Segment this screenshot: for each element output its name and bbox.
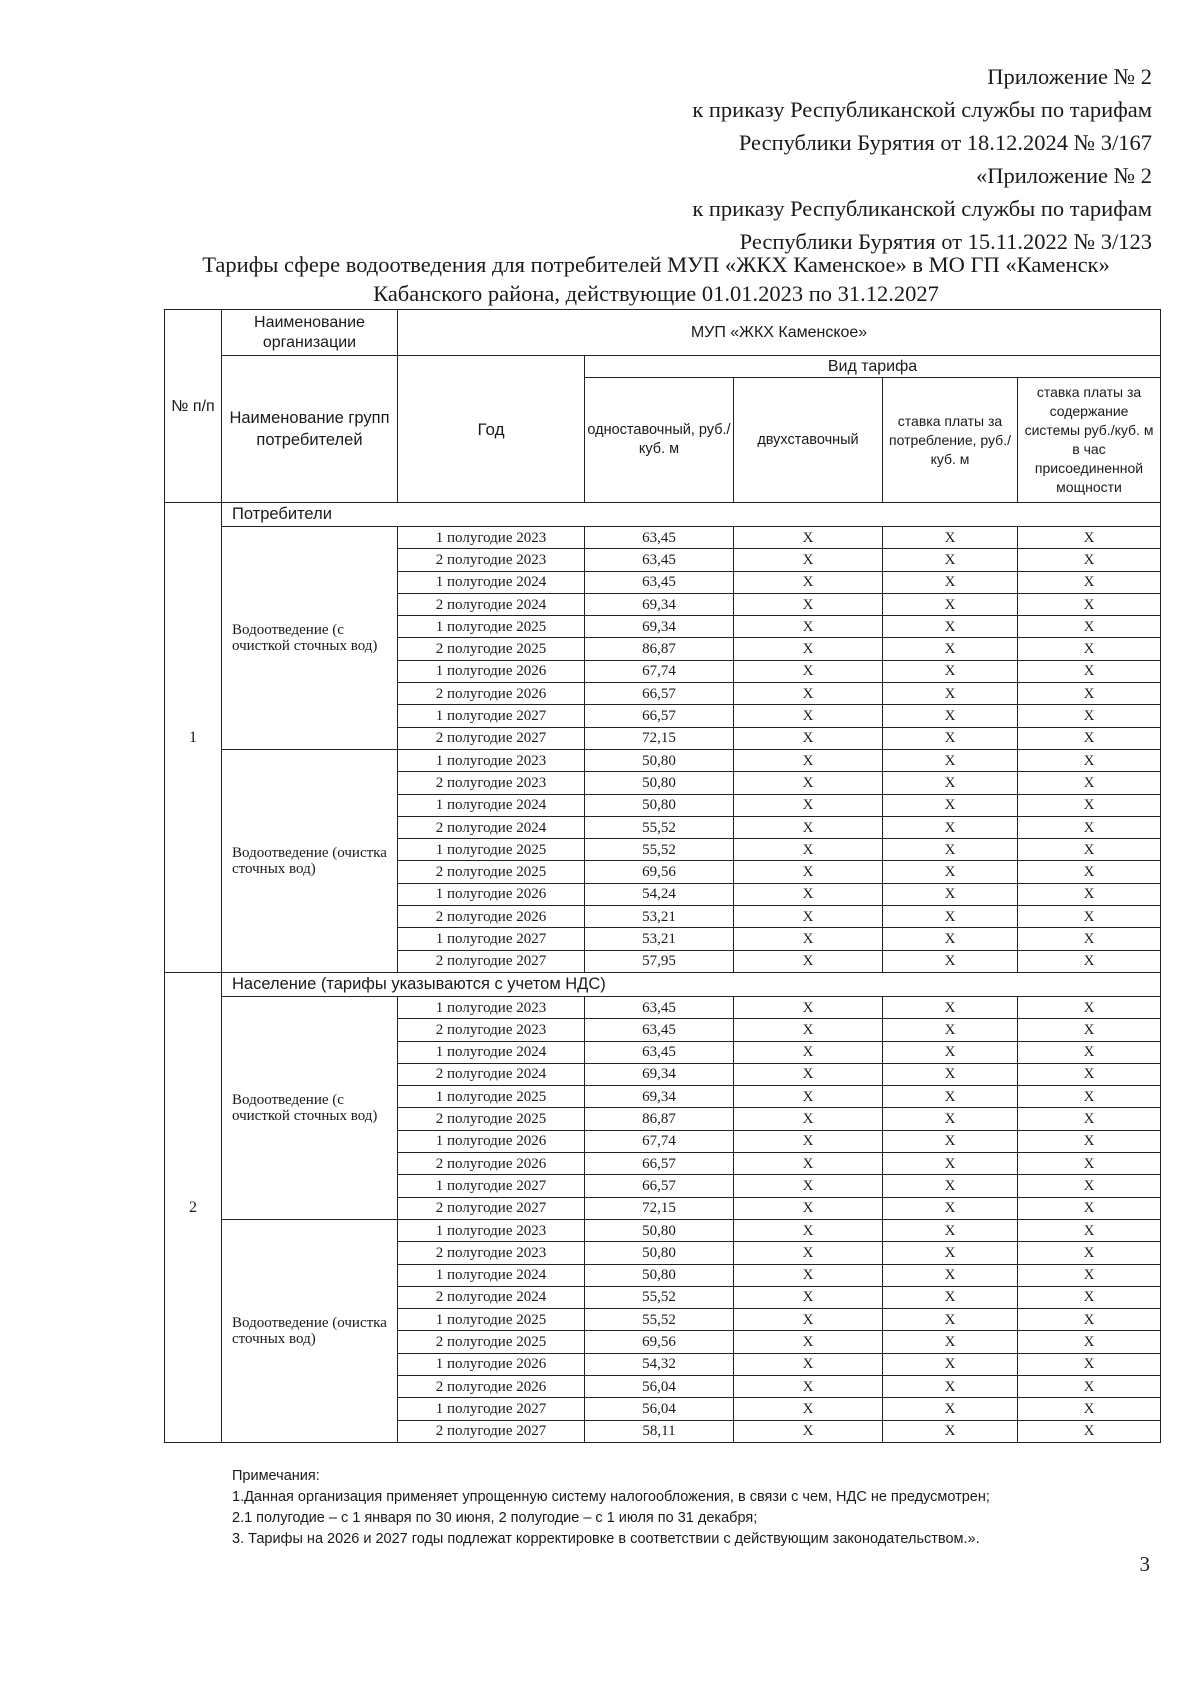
two-rate-cell: X	[734, 1420, 883, 1442]
period-cell: 2 полугодие 2023	[398, 1019, 585, 1041]
two-rate-cell: X	[734, 883, 883, 905]
two-rate-cell: X	[734, 772, 883, 794]
period-cell: 1 полугодие 2023	[398, 749, 585, 771]
single-rate-cell: 63,45	[585, 549, 734, 571]
maintenance-rate-cell: X	[1018, 794, 1161, 816]
maintenance-rate-cell: X	[1018, 906, 1161, 928]
header-line: к приказу Республиканской службы по тарифам	[692, 97, 1152, 122]
maintenance-rate-cell: X	[1018, 616, 1161, 638]
title-line: Кабанского района, действующие 01.01.2023 по 31.12.2027	[373, 281, 939, 306]
document-header	[692, 60, 1152, 258]
period-cell: 2 полугодие 2027	[398, 1420, 585, 1442]
period-cell: 1 полугодие 2024	[398, 794, 585, 816]
two-rate-cell: X	[734, 996, 883, 1018]
single-rate-cell: 55,52	[585, 1286, 734, 1308]
consumption-rate-cell: X	[883, 527, 1018, 549]
period-cell: 1 полугодие 2025	[398, 1086, 585, 1108]
maintenance-rate-cell: X	[1018, 549, 1161, 571]
single-rate-cell: 72,15	[585, 727, 734, 749]
header-maintenance-rate: ставка платы за содержание системы руб./куб. м в час присоединенной мощности	[1018, 378, 1161, 503]
period-cell: 2 полугодие 2026	[398, 683, 585, 705]
single-rate-cell: 66,57	[585, 683, 734, 705]
single-rate-cell: 53,21	[585, 906, 734, 928]
single-rate-cell: 86,87	[585, 638, 734, 660]
maintenance-rate-cell: X	[1018, 1019, 1161, 1041]
consumption-rate-cell: X	[883, 1175, 1018, 1197]
consumption-rate-cell: X	[883, 1108, 1018, 1130]
maintenance-rate-cell: X	[1018, 593, 1161, 615]
consumption-rate-cell: X	[883, 1420, 1018, 1442]
note-item: 2.1 полугодие – с 1 января по 30 июня, 2 полугодие – с 1 июля по 31 декабря;	[232, 1510, 758, 1526]
period-cell: 2 полугодие 2024	[398, 1286, 585, 1308]
two-rate-cell: X	[734, 527, 883, 549]
consumption-rate-cell: X	[883, 1264, 1018, 1286]
page-number: 3	[1139, 1552, 1150, 1576]
maintenance-rate-cell: X	[1018, 1398, 1161, 1420]
maintenance-rate-cell: X	[1018, 660, 1161, 682]
single-rate-cell: 50,80	[585, 1219, 734, 1241]
maintenance-rate-cell: X	[1018, 1153, 1161, 1175]
notes-title: Примечания:	[232, 1468, 320, 1484]
category-name: Водоотведение (с очисткой сточных вод)	[222, 527, 398, 750]
two-rate-cell: X	[734, 1375, 883, 1397]
two-rate-cell: X	[734, 1086, 883, 1108]
two-rate-cell: X	[734, 1264, 883, 1286]
header-line: «Приложение № 2	[976, 163, 1152, 188]
consumption-rate-cell: X	[883, 1398, 1018, 1420]
single-rate-cell: 67,74	[585, 660, 734, 682]
consumption-rate-cell: X	[883, 705, 1018, 727]
maintenance-rate-cell: X	[1018, 1175, 1161, 1197]
single-rate-cell: 56,04	[585, 1375, 734, 1397]
consumption-rate-cell: X	[883, 1331, 1018, 1353]
consumption-rate-cell: X	[883, 1130, 1018, 1152]
maintenance-rate-cell: X	[1018, 683, 1161, 705]
period-cell: 1 полугодие 2024	[398, 571, 585, 593]
consumption-rate-cell: X	[883, 950, 1018, 972]
period-cell: 2 полугодие 2023	[398, 1242, 585, 1264]
single-rate-cell: 63,45	[585, 1041, 734, 1063]
group-row	[165, 972, 1161, 996]
single-rate-cell: 55,52	[585, 1309, 734, 1331]
maintenance-rate-cell: X	[1018, 861, 1161, 883]
header-line: Приложение № 2	[987, 64, 1152, 89]
maintenance-rate-cell: X	[1018, 772, 1161, 794]
tariff-table	[164, 309, 1161, 1443]
two-rate-cell: X	[734, 571, 883, 593]
single-rate-cell: 66,57	[585, 1175, 734, 1197]
consumption-rate-cell: X	[883, 1286, 1018, 1308]
maintenance-rate-cell: X	[1018, 1242, 1161, 1264]
consumption-rate-cell: X	[883, 1375, 1018, 1397]
single-rate-cell: 69,34	[585, 593, 734, 615]
single-rate-cell: 58,11	[585, 1420, 734, 1442]
single-rate-cell: 50,80	[585, 749, 734, 771]
two-rate-cell: X	[734, 749, 883, 771]
period-cell: 1 полугодие 2024	[398, 1264, 585, 1286]
two-rate-cell: X	[734, 1331, 883, 1353]
maintenance-rate-cell: X	[1018, 928, 1161, 950]
header-year: Год	[398, 356, 585, 503]
period-cell: 1 полугодие 2023	[398, 527, 585, 549]
period-cell: 1 полугодие 2027	[398, 1175, 585, 1197]
consumption-rate-cell: X	[883, 1086, 1018, 1108]
consumption-rate-cell: X	[883, 906, 1018, 928]
maintenance-rate-cell: X	[1018, 1130, 1161, 1152]
period-cell: 1 полугодие 2026	[398, 660, 585, 682]
maintenance-rate-cell: X	[1018, 1086, 1161, 1108]
consumption-rate-cell: X	[883, 1041, 1018, 1063]
maintenance-rate-cell: X	[1018, 1197, 1161, 1219]
maintenance-rate-cell: X	[1018, 571, 1161, 593]
period-cell: 1 полугодие 2027	[398, 1398, 585, 1420]
maintenance-rate-cell: X	[1018, 1309, 1161, 1331]
section-number: 1	[165, 503, 222, 973]
period-cell: 2 полугодие 2027	[398, 950, 585, 972]
period-cell: 2 полугодие 2024	[398, 816, 585, 838]
consumption-rate-cell: X	[883, 861, 1018, 883]
period-cell: 1 полугодие 2027	[398, 705, 585, 727]
two-rate-cell: X	[734, 1063, 883, 1085]
two-rate-cell: X	[734, 705, 883, 727]
single-rate-cell: 69,56	[585, 1331, 734, 1353]
period-cell: 2 полугодие 2023	[398, 772, 585, 794]
single-rate-cell: 86,87	[585, 1108, 734, 1130]
consumption-rate-cell: X	[883, 727, 1018, 749]
single-rate-cell: 66,57	[585, 705, 734, 727]
maintenance-rate-cell: X	[1018, 638, 1161, 660]
maintenance-rate-cell: X	[1018, 883, 1161, 905]
maintenance-rate-cell: X	[1018, 527, 1161, 549]
period-cell: 2 полугодие 2024	[398, 593, 585, 615]
group-name: Потребители	[222, 503, 1161, 527]
document-title	[150, 250, 1162, 308]
header-line: Республики Бурятия от 15.11.2022 № 3/123	[739, 229, 1152, 254]
maintenance-rate-cell: X	[1018, 1331, 1161, 1353]
two-rate-cell: X	[734, 1130, 883, 1152]
period-cell: 2 полугодие 2027	[398, 1197, 585, 1219]
consumption-rate-cell: X	[883, 571, 1018, 593]
period-cell: 1 полугодие 2026	[398, 883, 585, 905]
header-single-rate: одноставочный, руб./ куб. м	[585, 378, 734, 503]
header-consumption-rate: ставка платы за потребление, руб./ куб. м	[883, 378, 1018, 503]
single-rate-cell: 72,15	[585, 1197, 734, 1219]
consumption-rate-cell: X	[883, 749, 1018, 771]
single-rate-cell: 53,21	[585, 928, 734, 950]
two-rate-cell: X	[734, 683, 883, 705]
consumption-rate-cell: X	[883, 883, 1018, 905]
period-cell: 2 полугодие 2025	[398, 638, 585, 660]
period-cell: 1 полугодие 2023	[398, 1219, 585, 1241]
two-rate-cell: X	[734, 1175, 883, 1197]
single-rate-cell: 63,45	[585, 1019, 734, 1041]
maintenance-rate-cell: X	[1018, 1286, 1161, 1308]
single-rate-cell: 69,34	[585, 1086, 734, 1108]
category-name: Водоотведение (очистка сточных вод)	[222, 1219, 398, 1442]
two-rate-cell: X	[734, 593, 883, 615]
two-rate-cell: X	[734, 794, 883, 816]
header-tariff-type: Вид тарифа	[585, 356, 1161, 378]
table-body	[165, 503, 1161, 1443]
section-number: 2	[165, 972, 222, 1442]
period-cell: 1 полугодие 2026	[398, 1353, 585, 1375]
title-line: Тарифы сфере водоотведения для потребителей МУП «ЖКХ Каменское» в МО ГП «Каменск»	[202, 252, 1110, 277]
consumption-rate-cell: X	[883, 638, 1018, 660]
two-rate-cell: X	[734, 549, 883, 571]
header-line: к приказу Республиканской службы по тарифам	[692, 196, 1152, 221]
single-rate-cell: 55,52	[585, 839, 734, 861]
consumption-rate-cell: X	[883, 1063, 1018, 1085]
two-rate-cell: X	[734, 950, 883, 972]
two-rate-cell: X	[734, 861, 883, 883]
two-rate-cell: X	[734, 1197, 883, 1219]
single-rate-cell: 69,56	[585, 861, 734, 883]
period-cell: 2 полугодие 2024	[398, 1063, 585, 1085]
consumption-rate-cell: X	[883, 683, 1018, 705]
consumption-rate-cell: X	[883, 593, 1018, 615]
single-rate-cell: 54,24	[585, 883, 734, 905]
single-rate-cell: 56,04	[585, 1398, 734, 1420]
single-rate-cell: 63,45	[585, 996, 734, 1018]
consumption-rate-cell: X	[883, 1242, 1018, 1264]
two-rate-cell: X	[734, 1108, 883, 1130]
period-cell: 2 полугодие 2026	[398, 906, 585, 928]
two-rate-cell: X	[734, 1153, 883, 1175]
period-cell: 2 полугодие 2027	[398, 727, 585, 749]
two-rate-cell: X	[734, 906, 883, 928]
period-cell: 1 полугодие 2023	[398, 996, 585, 1018]
consumption-rate-cell: X	[883, 839, 1018, 861]
consumption-rate-cell: X	[883, 1219, 1018, 1241]
single-rate-cell: 69,34	[585, 616, 734, 638]
note-item: 1.Данная организация применяет упрощенную систему налогообложения, в связи с чем, НДС не предусмотрен;	[232, 1489, 990, 1505]
category-name: Водоотведение (с очисткой сточных вод)	[222, 996, 398, 1219]
period-cell: 1 полугодие 2026	[398, 1130, 585, 1152]
maintenance-rate-cell: X	[1018, 749, 1161, 771]
two-rate-cell: X	[734, 928, 883, 950]
header-number: № п/п	[165, 310, 222, 503]
category-name: Водоотведение (очистка сточных вод)	[222, 749, 398, 972]
note-item: 3. Тарифы на 2026 и 2027 годы подлежат корректировке в соответствии с действующим законодательством.».	[232, 1531, 980, 1547]
single-rate-cell: 50,80	[585, 1242, 734, 1264]
header-groups-label: Наименование групп потребителей	[222, 356, 398, 503]
group-row	[165, 503, 1161, 527]
two-rate-cell: X	[734, 1353, 883, 1375]
two-rate-cell: X	[734, 816, 883, 838]
two-rate-cell: X	[734, 616, 883, 638]
group-name: Население (тарифы указываются с учетом НДС)	[222, 972, 1161, 996]
maintenance-rate-cell: X	[1018, 1375, 1161, 1397]
single-rate-cell: 50,80	[585, 772, 734, 794]
consumption-rate-cell: X	[883, 1197, 1018, 1219]
single-rate-cell: 54,32	[585, 1353, 734, 1375]
two-rate-cell: X	[734, 1286, 883, 1308]
two-rate-cell: X	[734, 660, 883, 682]
table-row	[165, 749, 1161, 771]
header-line: Республики Бурятия от 18.12.2024 № 3/167	[738, 130, 1152, 155]
two-rate-cell: X	[734, 1219, 883, 1241]
single-rate-cell: 63,45	[585, 571, 734, 593]
period-cell: 2 полугодие 2026	[398, 1153, 585, 1175]
header-org-label: Наименование организации	[222, 310, 398, 356]
consumption-rate-cell: X	[883, 794, 1018, 816]
consumption-rate-cell: X	[883, 616, 1018, 638]
period-cell: 2 полугодие 2025	[398, 1331, 585, 1353]
two-rate-cell: X	[734, 727, 883, 749]
period-cell: 1 полугодие 2025	[398, 839, 585, 861]
two-rate-cell: X	[734, 839, 883, 861]
single-rate-cell: 55,52	[585, 816, 734, 838]
consumption-rate-cell: X	[883, 549, 1018, 571]
single-rate-cell: 66,57	[585, 1153, 734, 1175]
single-rate-cell: 67,74	[585, 1130, 734, 1152]
two-rate-cell: X	[734, 1041, 883, 1063]
consumption-rate-cell: X	[883, 1153, 1018, 1175]
two-rate-cell: X	[734, 1242, 883, 1264]
two-rate-cell: X	[734, 1019, 883, 1041]
maintenance-rate-cell: X	[1018, 1353, 1161, 1375]
table-row	[165, 1219, 1161, 1241]
two-rate-cell: X	[734, 1309, 883, 1331]
consumption-rate-cell: X	[883, 1019, 1018, 1041]
period-cell: 2 полугодие 2026	[398, 1375, 585, 1397]
period-cell: 1 полугодие 2025	[398, 616, 585, 638]
single-rate-cell: 50,80	[585, 1264, 734, 1286]
single-rate-cell: 57,95	[585, 950, 734, 972]
period-cell: 2 полугодие 2023	[398, 549, 585, 571]
notes	[232, 1466, 990, 1550]
two-rate-cell: X	[734, 1398, 883, 1420]
single-rate-cell: 50,80	[585, 794, 734, 816]
period-cell: 1 полугодие 2025	[398, 1309, 585, 1331]
maintenance-rate-cell: X	[1018, 705, 1161, 727]
consumption-rate-cell: X	[883, 928, 1018, 950]
consumption-rate-cell: X	[883, 772, 1018, 794]
header-org-name: МУП «ЖКХ Каменское»	[398, 310, 1161, 356]
maintenance-rate-cell: X	[1018, 996, 1161, 1018]
single-rate-cell: 69,34	[585, 1063, 734, 1085]
maintenance-rate-cell: X	[1018, 1420, 1161, 1442]
header-two-rate: двухставочный	[734, 378, 883, 503]
maintenance-rate-cell: X	[1018, 1264, 1161, 1286]
maintenance-rate-cell: X	[1018, 950, 1161, 972]
period-cell: 2 полугодие 2025	[398, 1108, 585, 1130]
period-cell: 2 полугодие 2025	[398, 861, 585, 883]
table-row	[165, 996, 1161, 1018]
consumption-rate-cell: X	[883, 1353, 1018, 1375]
maintenance-rate-cell: X	[1018, 727, 1161, 749]
consumption-rate-cell: X	[883, 816, 1018, 838]
table-row	[165, 527, 1161, 549]
consumption-rate-cell: X	[883, 996, 1018, 1018]
maintenance-rate-cell: X	[1018, 1041, 1161, 1063]
consumption-rate-cell: X	[883, 1309, 1018, 1331]
single-rate-cell: 63,45	[585, 527, 734, 549]
period-cell: 1 полугодие 2024	[398, 1041, 585, 1063]
maintenance-rate-cell: X	[1018, 1063, 1161, 1085]
period-cell: 1 полугодие 2027	[398, 928, 585, 950]
maintenance-rate-cell: X	[1018, 1108, 1161, 1130]
two-rate-cell: X	[734, 638, 883, 660]
maintenance-rate-cell: X	[1018, 839, 1161, 861]
maintenance-rate-cell: X	[1018, 1219, 1161, 1241]
consumption-rate-cell: X	[883, 660, 1018, 682]
maintenance-rate-cell: X	[1018, 816, 1161, 838]
